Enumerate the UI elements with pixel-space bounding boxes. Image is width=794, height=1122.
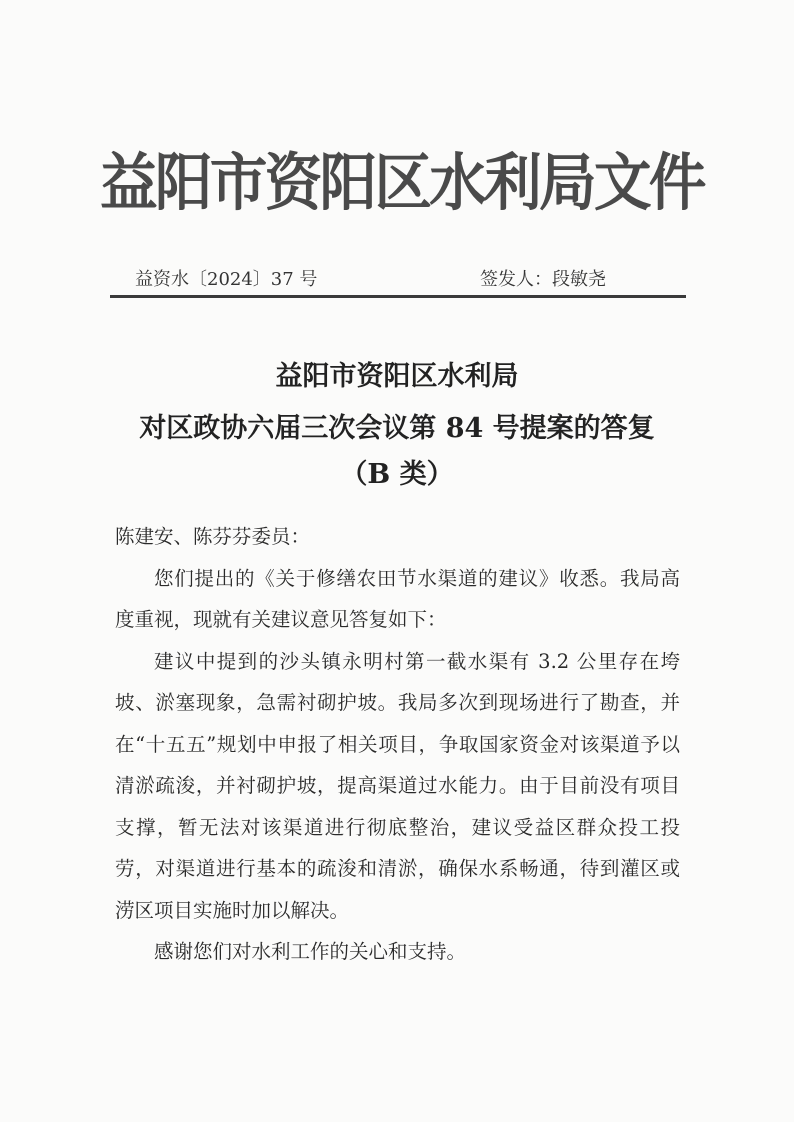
document-body (115, 516, 680, 973)
document-title-category: （B 类） (340, 459, 454, 490)
document-title-line-1: 益阳市资阳区水利局 (275, 361, 519, 392)
document-number: 益资水〔2024〕37 号 (135, 269, 318, 290)
body-paragraph: 建议中提到的沙头镇永明村第一截水渠有 3.2 公里存在垮坡、淤塞现象，急需衬砌护坡。我局多次到现场进行了勘查，并在“十五五”规划中申报了相关项目，争取国家资金对该渠道予以清淤疏浚，并衬砌护坡，提高渠道过水能力。由于目前没有项目支撑，暂无法对该渠道进行彻底整治，建议受益区群众投工投劳，对渠道进行基本的疏浚和清淤，确保水系畅通，待到灌区或涝区项目实施时加以解决。 (115, 649, 680, 922)
salutation: 陈建安、陈芬芬委员： (115, 525, 311, 548)
masthead-title: 益阳市资阳区水利局文件 (100, 146, 704, 219)
document-title-line-2: 对区政协六届三次会议第 84 号提案的答复 (139, 413, 655, 444)
body-paragraph: 感谢您们对水利工作的关心和支持。 (154, 940, 467, 963)
body-paragraph: 您们提出的《关于修缮农田节水渠道的建议》收悉。我局高度重视，现就有关建议意见答复如下： (115, 566, 680, 631)
issuer-signature-line: 签发人：段敏尧 (480, 269, 606, 290)
header-divider (110, 295, 686, 298)
